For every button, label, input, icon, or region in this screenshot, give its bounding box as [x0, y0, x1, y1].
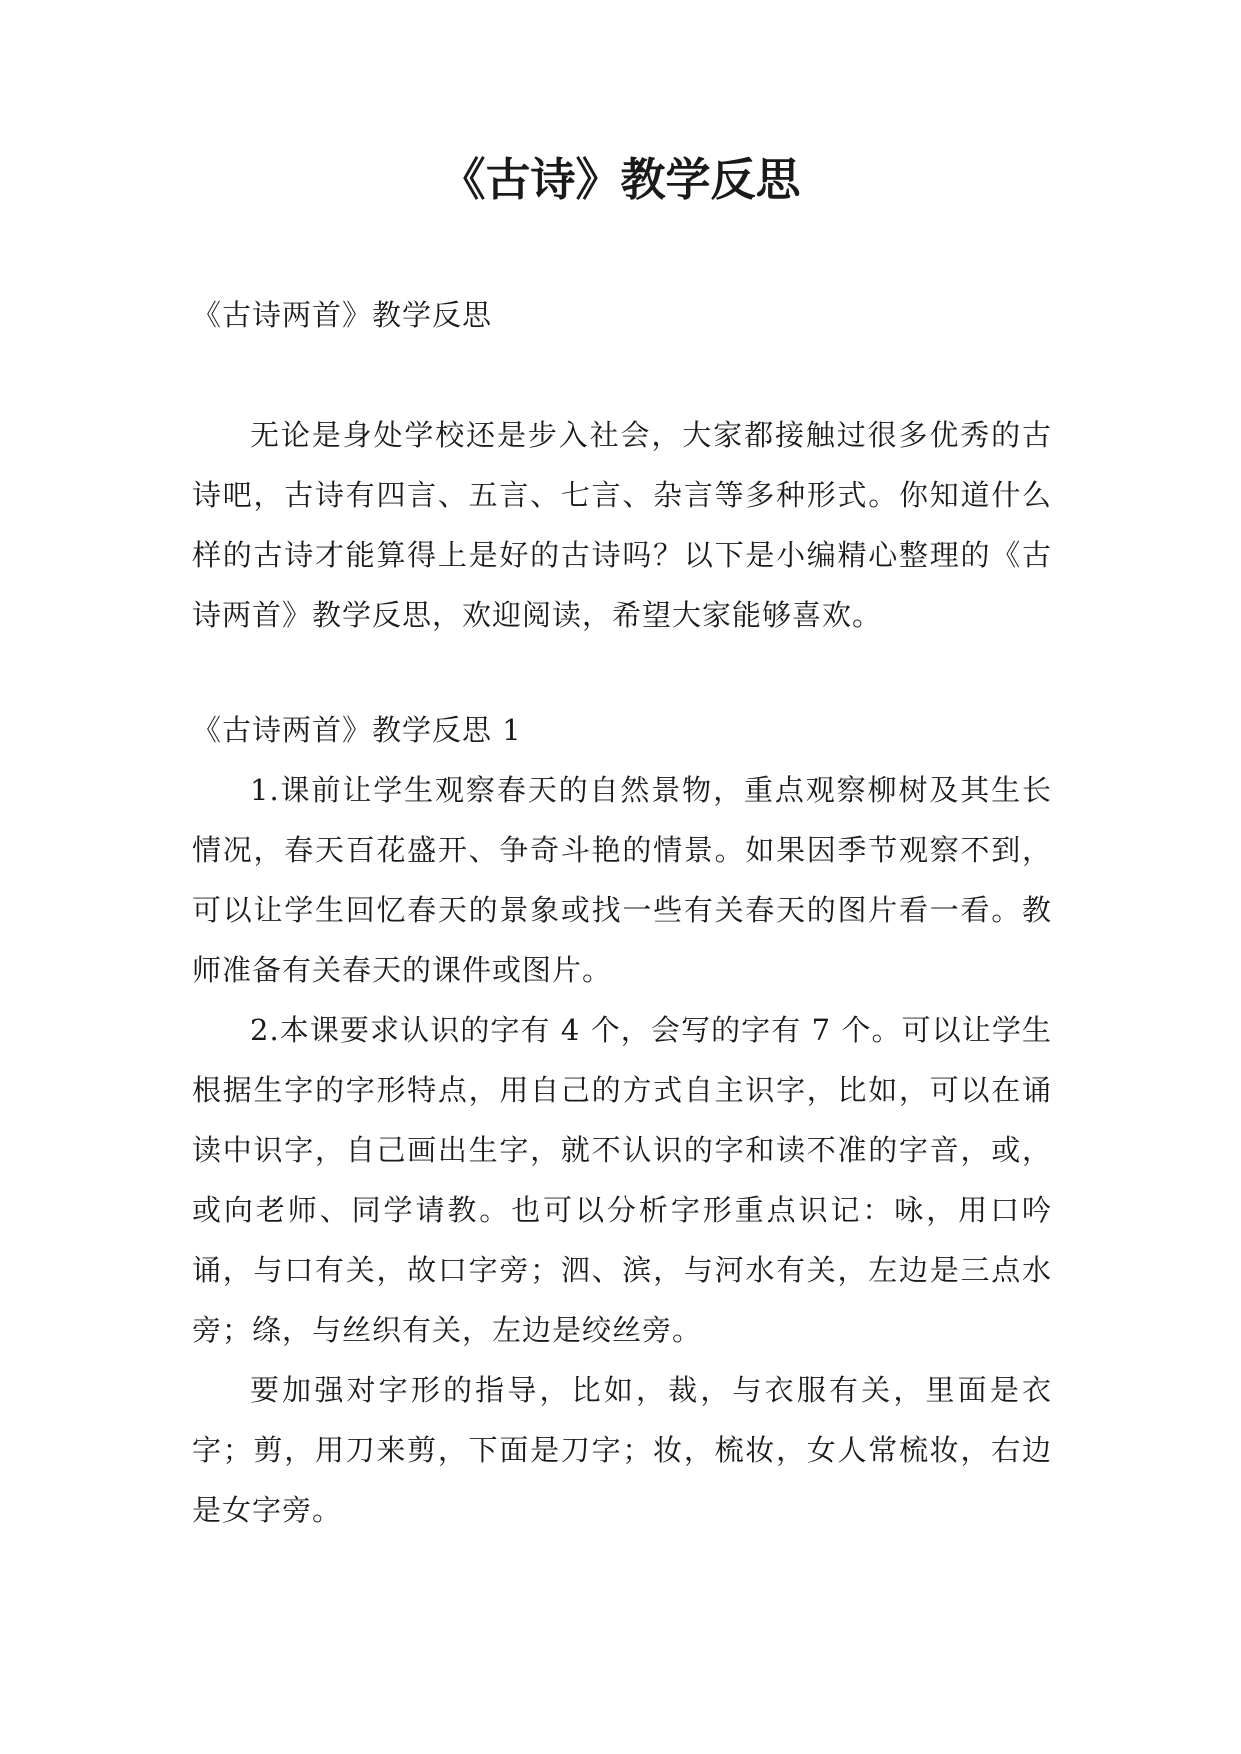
spacer: [192, 645, 1052, 700]
body-paragraph-2: 2.本课要求认识的字有 4 个，会写的字有 7 个。可以让学生根据生字的字形特点，用自己的方式自主识字，比如，可以在诵读中识字，自己画出生字，就不认识的字和读不准的字音，或，或向老师、同学请教。也可以分析字形重点识记：咏，用口吟诵，与口有关，故口字旁；泗、滨，与河水有关，左边是三点水旁；绦，与丝织有关，左边是绞丝旁。: [192, 1013, 1052, 1347]
body-paragraph-3: 要加强对字形的指导，比如，裁，与衣服有关，里面是衣字；剪，用刀来剪，下面是刀字；妆，梳妆，女人常梳妆，右边是女字旁。: [192, 1373, 1052, 1527]
document-body: [192, 285, 1052, 1540]
document-title: 《古诗》教学反思: [440, 153, 801, 206]
intro-paragraph: 无论是身处学校还是步入社会，大家都接触过很多优秀的古诗吧，古诗有四言、五言、七言、杂言等多种形式。你知道什么样的古诗才能算得上是好的古诗吗？以下是小编精心整理的《古诗两首》教学反思，欢迎阅读，希望大家能够喜欢。: [192, 418, 1052, 632]
spacer: [192, 345, 1052, 405]
section-heading: 《古诗两首》教学反思 1: [192, 713, 522, 747]
body-paragraph-1: 1.课前让学生观察春天的自然景物，重点观察柳树及其生长情况，春天百花盛开、争奇斗艳的情景。如果因季节观察不到，可以让学生回忆春天的景象或找一些有关春天的图片看一看。教师准备有关春天的课件或图片。: [192, 773, 1052, 987]
document-subtitle: 《古诗两首》教学反思: [192, 298, 493, 332]
